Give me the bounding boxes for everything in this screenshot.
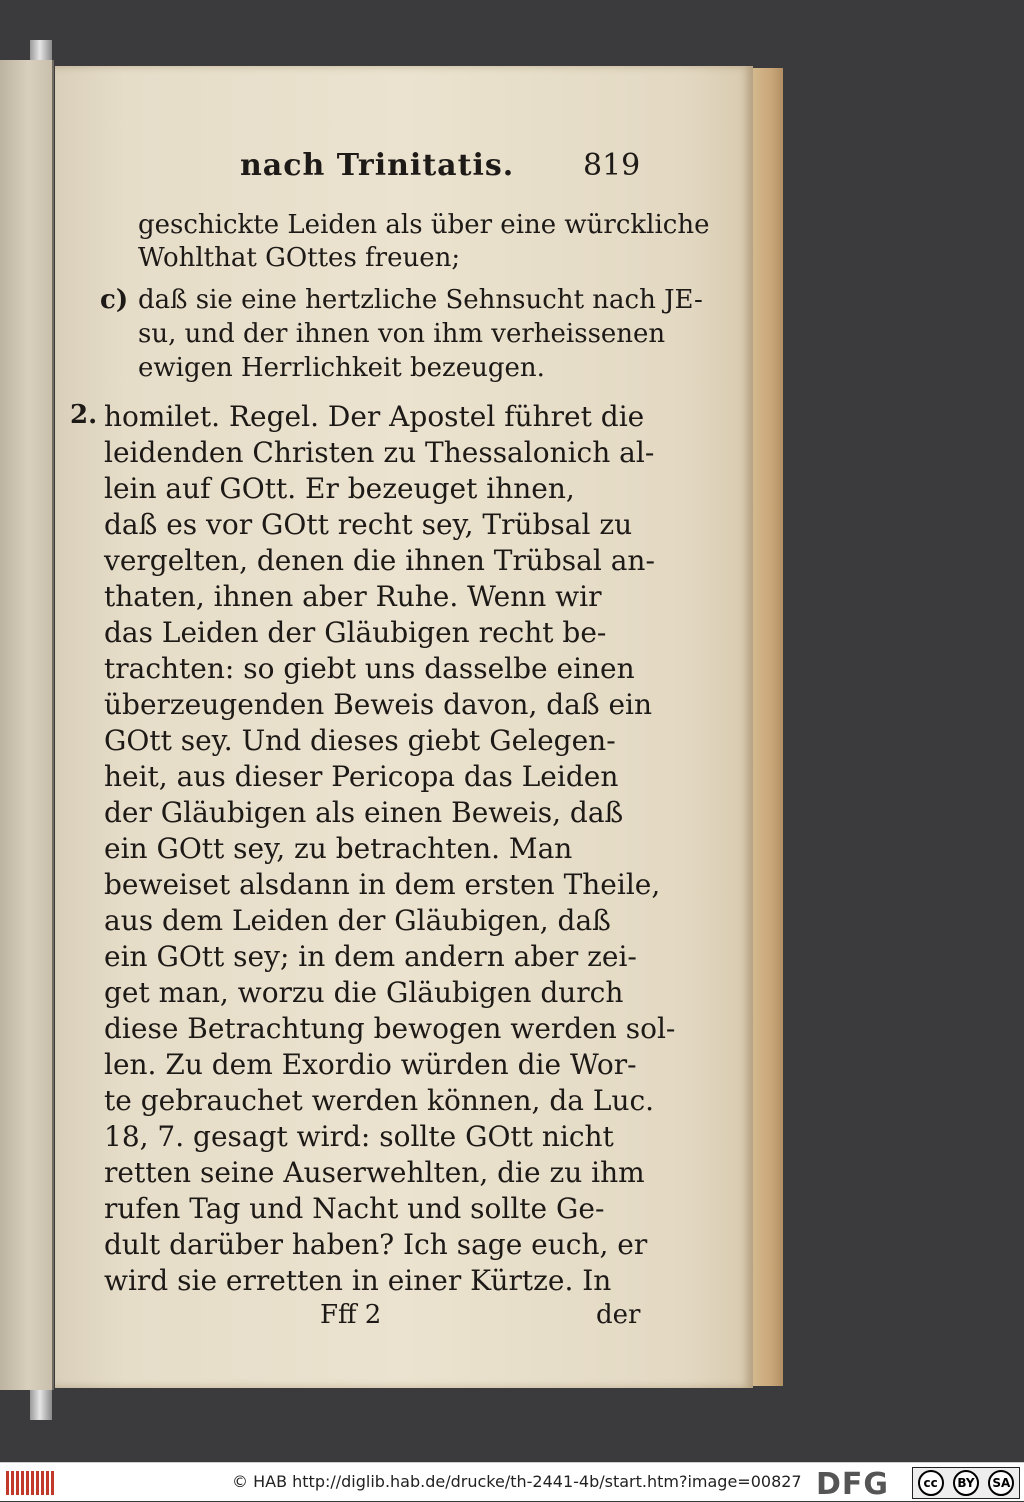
rule-number: 2.: [70, 400, 98, 430]
by-icon: BY: [953, 1470, 979, 1496]
text-line: beweiset alsdann in dem ersten Theile,: [104, 868, 661, 901]
footer-bar: [0, 1462, 1024, 1501]
text-line: 18, 7. gesagt wird: sollte GOtt nicht: [104, 1120, 614, 1153]
text-line: aus dem Leiden der Gläubigen, daß: [104, 904, 611, 937]
text-line: GOtt sey. Und dieses giebt Gelegen-: [104, 724, 616, 757]
text-line: daß sie eine hertzliche Sehnsucht nach JE-: [138, 285, 703, 315]
text-line: lein auf GOtt. Er bezeuget ihnen,: [104, 472, 575, 505]
list-marker-c: c): [100, 285, 129, 315]
text-line: trachten: so giebt uns dasselbe einen: [104, 652, 635, 685]
cc-icon: cc: [918, 1470, 944, 1496]
text-line: der Gläubigen als einen Beweis, daß: [104, 796, 624, 829]
page-number: 819: [583, 148, 641, 183]
text-line: te gebrauchet werden können, da Luc.: [104, 1084, 655, 1117]
text-line: thaten, ihnen aber Ruhe. Wenn wir: [104, 580, 602, 613]
running-header: nach Trinitatis.: [240, 148, 515, 183]
text-line: diese Betrachtung bewogen werden sol-: [104, 1012, 676, 1045]
dfg-logo: DFG: [816, 1467, 890, 1502]
text-line: retten seine Auserwehlten, die zu ihm: [104, 1156, 645, 1189]
text-line: ewigen Herrlichkeit bezeugen.: [138, 353, 545, 383]
text-line: get man, worzu die Gläubigen durch: [104, 976, 624, 1009]
text-line: das Leiden der Gläubigen recht be-: [104, 616, 607, 649]
cc-license-badge[interactable]: [912, 1467, 1020, 1499]
text-line: heit, aus dieser Pericopa das Leiden: [104, 760, 619, 793]
signature-mark: Fff 2: [320, 1300, 382, 1330]
text-line: geschickte Leiden als über eine würckliche: [138, 210, 710, 240]
text-line: rufen Tag und Nacht und sollte Ge-: [104, 1192, 605, 1225]
page-fore-edge: [753, 68, 783, 1386]
catchword: der: [596, 1300, 641, 1330]
text-line: wird sie erretten in einer Kürtze. In: [104, 1264, 612, 1297]
text-line: ein GOtt sey, zu betrachten. Man: [104, 832, 573, 865]
facing-page-edge: [0, 60, 54, 1390]
copyright-link[interactable]: © HAB http://diglib.hab.de/drucke/th-2441-4b/start.htm?image=00827: [232, 1472, 802, 1491]
text-line: daß es vor GOtt recht sey, Trübsal zu: [104, 508, 633, 541]
text-line: überzeugenden Beweis davon, daß ein: [104, 688, 653, 721]
text-line: Wohlthat GOttes freuen;: [138, 243, 461, 273]
text-line: ein GOtt sey; in dem andern aber zei-: [104, 940, 637, 973]
library-barcode-icon: [6, 1471, 54, 1495]
text-line: dult darüber haben? Ich sage euch, er: [104, 1228, 648, 1261]
text-line: len. Zu dem Exordio würden die Wor-: [104, 1048, 637, 1081]
sa-icon: SA: [988, 1470, 1014, 1496]
text-line: su, und der ihnen von ihm verheissenen: [138, 319, 666, 349]
text-line: vergelten, denen die ihnen Trübsal an-: [104, 544, 655, 577]
text-line: homilet. Regel. Der Apostel führet die: [104, 400, 645, 433]
text-line: leidenden Christen zu Thessalonich al-: [104, 436, 655, 469]
